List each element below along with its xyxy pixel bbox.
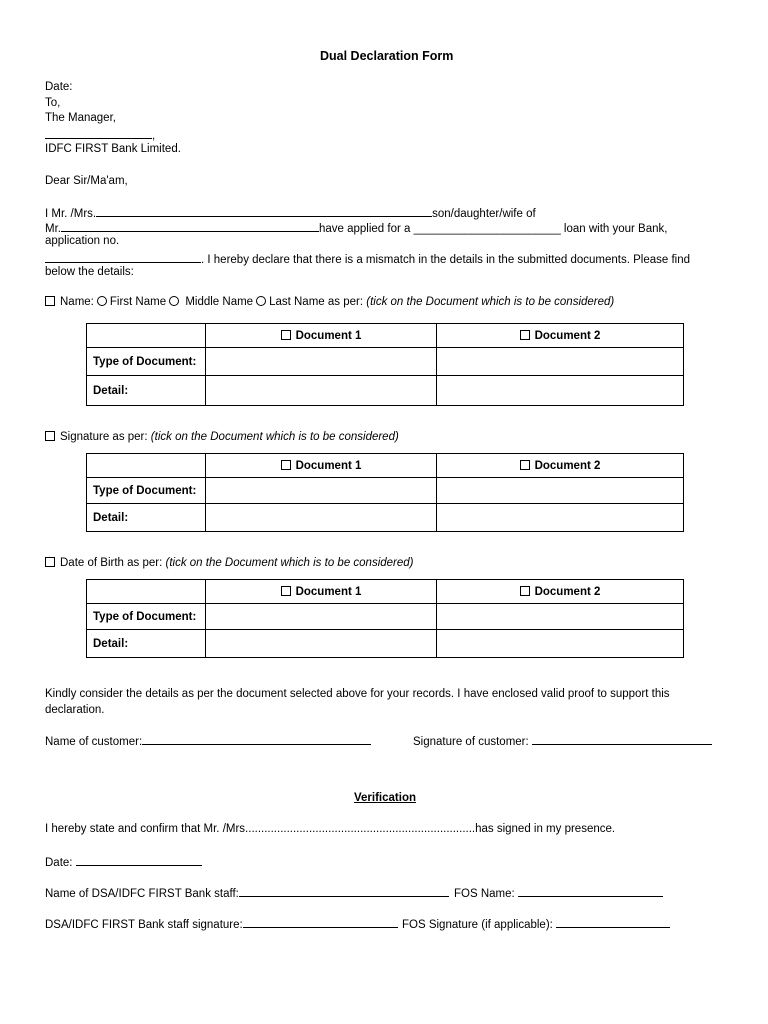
bank-name: IDFC FIRST Bank Limited. bbox=[45, 143, 181, 155]
name-doc1-header[interactable]: Document 1 bbox=[206, 324, 437, 348]
fos-signature-row: FOS Signature (if applicable): bbox=[402, 916, 670, 931]
dob-detail-label: Detail: bbox=[87, 630, 206, 658]
declaration-line-4: . I hereby declare that there is a mismatch in the details in the submitted documents. Please find bbox=[45, 251, 690, 266]
verification-statement: I hereby state and confirm that Mr. /Mrs........................................................................has signed in my presence. bbox=[45, 823, 616, 835]
verification-date-field[interactable] bbox=[76, 854, 202, 866]
staff-signature-row: DSA/IDFC FIRST Bank staff signature: bbox=[45, 916, 398, 931]
signature-type-label: Type of Document: bbox=[87, 478, 206, 504]
declaration-line-5: below the details: bbox=[45, 266, 134, 278]
name-doc1-checkbox[interactable] bbox=[281, 330, 291, 340]
signature-doc2-detail-cell[interactable] bbox=[437, 504, 684, 532]
relation-name-field[interactable] bbox=[61, 220, 319, 232]
fos-signature-field[interactable] bbox=[556, 916, 670, 928]
dob-type-label: Type of Document: bbox=[87, 604, 206, 630]
staff-signature-field[interactable] bbox=[243, 916, 398, 928]
signature-document-table bbox=[86, 453, 684, 532]
signature-doc1-type-cell[interactable] bbox=[206, 478, 437, 504]
declaration-line-2: Mr. have applied for a _______________________ loan with your Bank, bbox=[45, 220, 667, 235]
page-title: Dual Declaration Form bbox=[320, 49, 454, 63]
name-checkbox[interactable] bbox=[45, 296, 55, 306]
name-doc1-detail-cell[interactable] bbox=[206, 376, 437, 406]
dob-doc2-type-cell[interactable] bbox=[437, 604, 684, 630]
closing-line-1: Kindly consider the details as per the document selected above for your records. I have enclosed valid proof to support this bbox=[45, 688, 670, 700]
applicant-name-field[interactable] bbox=[96, 205, 432, 217]
name-doc1-type-cell[interactable] bbox=[206, 348, 437, 376]
signature-doc2-header[interactable]: Document 2 bbox=[437, 454, 684, 478]
staff-name-row: Name of DSA/IDFC FIRST Bank staff: bbox=[45, 885, 449, 900]
name-detail-label: Detail: bbox=[87, 376, 206, 406]
to-label: To, bbox=[45, 97, 61, 109]
customer-signature-row: Signature of customer: bbox=[413, 733, 712, 748]
application-no-field[interactable] bbox=[45, 251, 201, 263]
dob-doc1-type-cell[interactable] bbox=[206, 604, 437, 630]
date-label: Date: bbox=[45, 81, 73, 93]
dob-doc2-checkbox[interactable] bbox=[520, 586, 530, 596]
customer-name-field[interactable] bbox=[142, 733, 371, 745]
fos-name-row: FOS Name: bbox=[454, 885, 663, 900]
signature-doc1-detail-cell[interactable] bbox=[206, 504, 437, 532]
signature-doc1-header[interactable]: Document 1 bbox=[206, 454, 437, 478]
first-name-radio[interactable] bbox=[97, 296, 107, 306]
signature-doc1-checkbox[interactable] bbox=[281, 460, 291, 470]
dob-section-header: Date of Birth as per: (tick on the Document which is to be considered) bbox=[45, 557, 414, 569]
name-doc2-detail-cell[interactable] bbox=[437, 376, 684, 406]
closing-line-2: declaration. bbox=[45, 704, 105, 716]
dob-doc2-header[interactable]: Document 2 bbox=[437, 580, 684, 604]
signature-doc2-checkbox[interactable] bbox=[520, 460, 530, 470]
middle-name-radio[interactable] bbox=[169, 296, 179, 306]
signature-checkbox[interactable] bbox=[45, 431, 55, 441]
dob-checkbox[interactable] bbox=[45, 557, 55, 567]
dob-doc1-checkbox[interactable] bbox=[281, 586, 291, 596]
dob-document-table bbox=[86, 579, 684, 658]
salutation: Dear Sir/Ma'am, bbox=[45, 175, 128, 187]
name-document-table bbox=[86, 323, 684, 406]
signature-doc2-type-cell[interactable] bbox=[437, 478, 684, 504]
dob-doc1-header[interactable]: Document 1 bbox=[206, 580, 437, 604]
fos-name-field[interactable] bbox=[518, 885, 663, 897]
verification-title: Verification bbox=[354, 792, 416, 804]
signature-section-header: Signature as per: (tick on the Document which is to be considered) bbox=[45, 431, 399, 443]
verification-date-row: Date: bbox=[45, 854, 202, 869]
dob-doc1-detail-cell[interactable] bbox=[206, 630, 437, 658]
staff-name-field[interactable] bbox=[239, 885, 449, 897]
name-doc2-type-cell[interactable] bbox=[437, 348, 684, 376]
name-doc2-header[interactable]: Document 2 bbox=[437, 324, 684, 348]
customer-signature-field[interactable] bbox=[532, 733, 712, 745]
name-section-header: Name: First Name Middle Name Last Name as per: (tick on the Document which is to be considered) bbox=[45, 296, 614, 308]
customer-name-row: Name of customer: bbox=[45, 733, 371, 748]
signature-detail-label: Detail: bbox=[87, 504, 206, 532]
declaration-line-3: application no. bbox=[45, 235, 120, 247]
name-type-label: Type of Document: bbox=[87, 348, 206, 376]
manager-label: The Manager, bbox=[45, 112, 116, 124]
last-name-radio[interactable] bbox=[256, 296, 266, 306]
dob-doc2-detail-cell[interactable] bbox=[437, 630, 684, 658]
branch-line[interactable]: , bbox=[45, 127, 155, 142]
name-doc2-checkbox[interactable] bbox=[520, 330, 530, 340]
declaration-line-1: I Mr. /Mrs. son/daughter/wife of bbox=[45, 205, 536, 220]
